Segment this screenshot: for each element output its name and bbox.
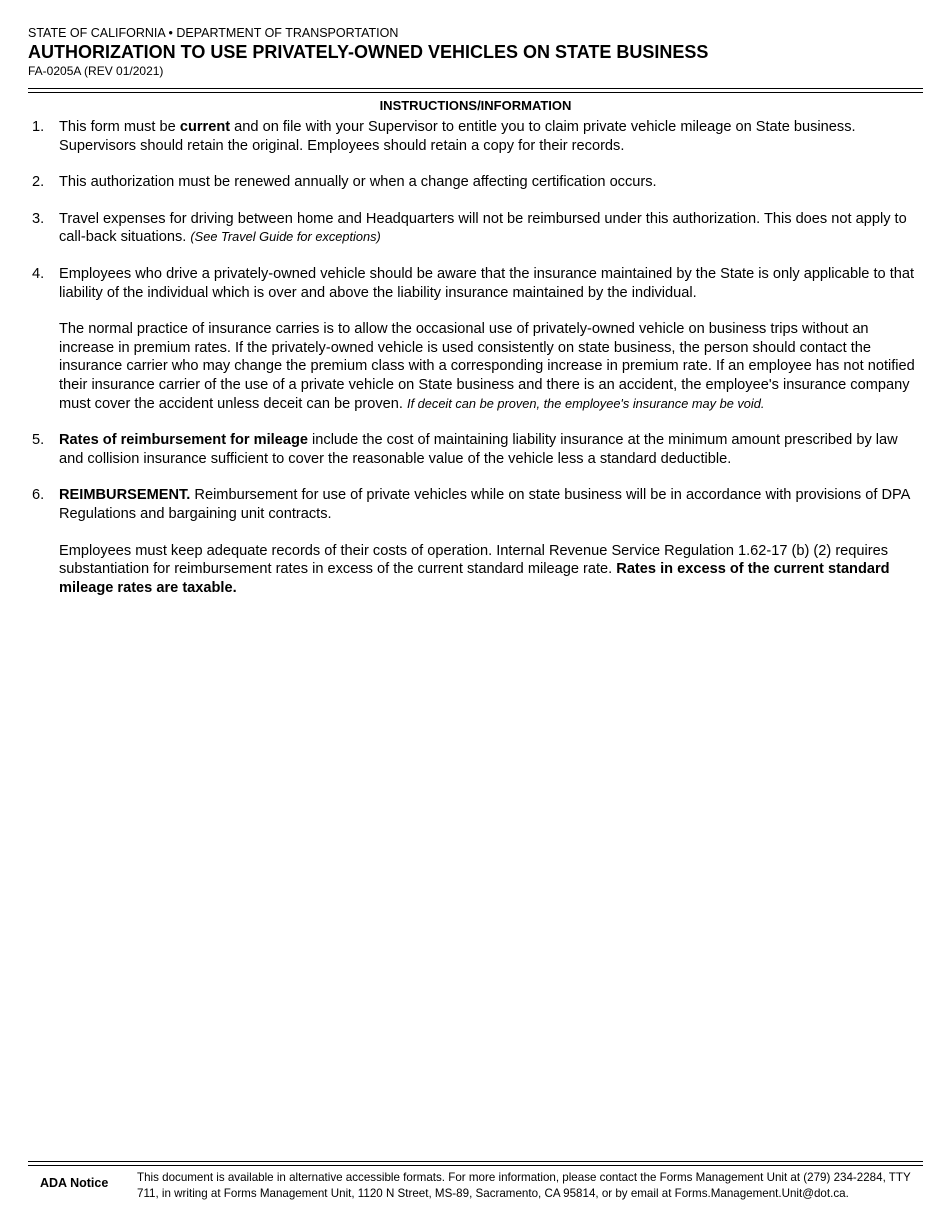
item-paragraph: [59, 542, 923, 598]
item-number: 1.: [32, 119, 45, 135]
item-bold-text: REIMBURSEMENT.: [59, 487, 191, 504]
item-text: and on file with your Supervisor to entitle you to claim private vehicle mileage on State business. Supervisors should retain the original. Employees should retain a copy for their records.: [59, 119, 856, 154]
page-title: AUTHORIZATION TO USE PRIVATELY-OWNED VEHICLES ON STATE BUSINESS: [28, 42, 709, 62]
list-item: [28, 486, 923, 597]
list-item: [28, 210, 923, 247]
agency-line: STATE OF CALIFORNIA • DEPARTMENT OF TRANSPORTATION: [28, 26, 399, 40]
item-bold-text: current: [179, 119, 231, 135]
ada-notice-label: ADA Notice: [40, 1176, 109, 1190]
header-divider: [28, 88, 923, 93]
item-number: 6.: [32, 487, 45, 504]
item-text: Employees must keep adequate records of their costs of operation. Internal Revenue Service Regulation 1.62-17 (b) (2) requires substantiation for reimbursement rates in excess of the current standard mileage rate.: [59, 542, 889, 578]
list-item: [28, 265, 923, 413]
item-paragraph: [59, 320, 923, 413]
item-bold-text: Rates of reimbursement for mileage: [59, 432, 308, 449]
item-italic-text: (See Travel Guide for exceptions): [190, 229, 381, 245]
item-number: 2.: [32, 174, 45, 191]
section-heading: INSTRUCTIONS/INFORMATION: [379, 98, 572, 113]
item-text: This authorization must be renewed annually or when a change affecting certification occurs.: [59, 174, 657, 191]
item-text: include the cost of maintaining liability insurance at the minimum amount prescribed by law and collision insurance sufficient to cover the reasonable value of the vehicle less a standard deductible.: [59, 432, 898, 467]
list-item: [28, 118, 923, 155]
instructions-list: [28, 118, 923, 615]
form-header: [28, 26, 923, 79]
footer-divider: [28, 1161, 923, 1166]
item-number: 3.: [32, 210, 45, 227]
item-text: Employees who drive a privately-owned vehicle should be aware that the insurance maintained by the State is only applicable to that liability of the individual which is over and above the liability insurance maintained by the individual.: [59, 265, 915, 301]
ada-notice-text: This document is available in alternative accessible formats. For more information, please contact the Forms Management Unit at (279) 234-2284, TTY 711, in writing at Forms Management Unit, 1120 N Street, MS-89, Sacramento, CA 95814, or by email at Forms.Management.Unit@dot.ca.: [137, 1171, 911, 1200]
item-text: The normal practice of insurance carries is to allow the occasional use of privately-owned vehicle on business trips without an increase in premium rates. If the privately-owned vehicle is used consistently on state business, the person should contact the insurance carrier who may change the premium class with a corresponding increase in premium rate. If an employee has not notified their insurance carrier of the use of a private vehicle on State business and there is an accident, the employee's insurance company must cover the accident unless deceit can be proven.: [59, 321, 915, 412]
item-italic-text: If deceit can be proven, the employee's insurance may be void.: [407, 395, 765, 411]
item-number: 5.: [32, 432, 45, 449]
item-text: This form must be: [59, 119, 180, 135]
list-item: [28, 173, 923, 192]
item-text: Travel expenses for driving between home and Headquarters will not be reimbursed under this authorization. This does not apply to call-back situations.: [59, 210, 907, 246]
list-item: [28, 431, 923, 468]
item-number: 4.: [32, 265, 45, 282]
form-number: FA-0205A (REV 01/2021): [28, 64, 164, 78]
item-text: Reimbursement for use of private vehicles while on state business will be in accordance with provisions of DPA Regulations and bargaining unit contracts.: [59, 487, 910, 522]
item-bold-text: Rates in excess of the current standard mileage rates are taxable.: [59, 561, 890, 596]
